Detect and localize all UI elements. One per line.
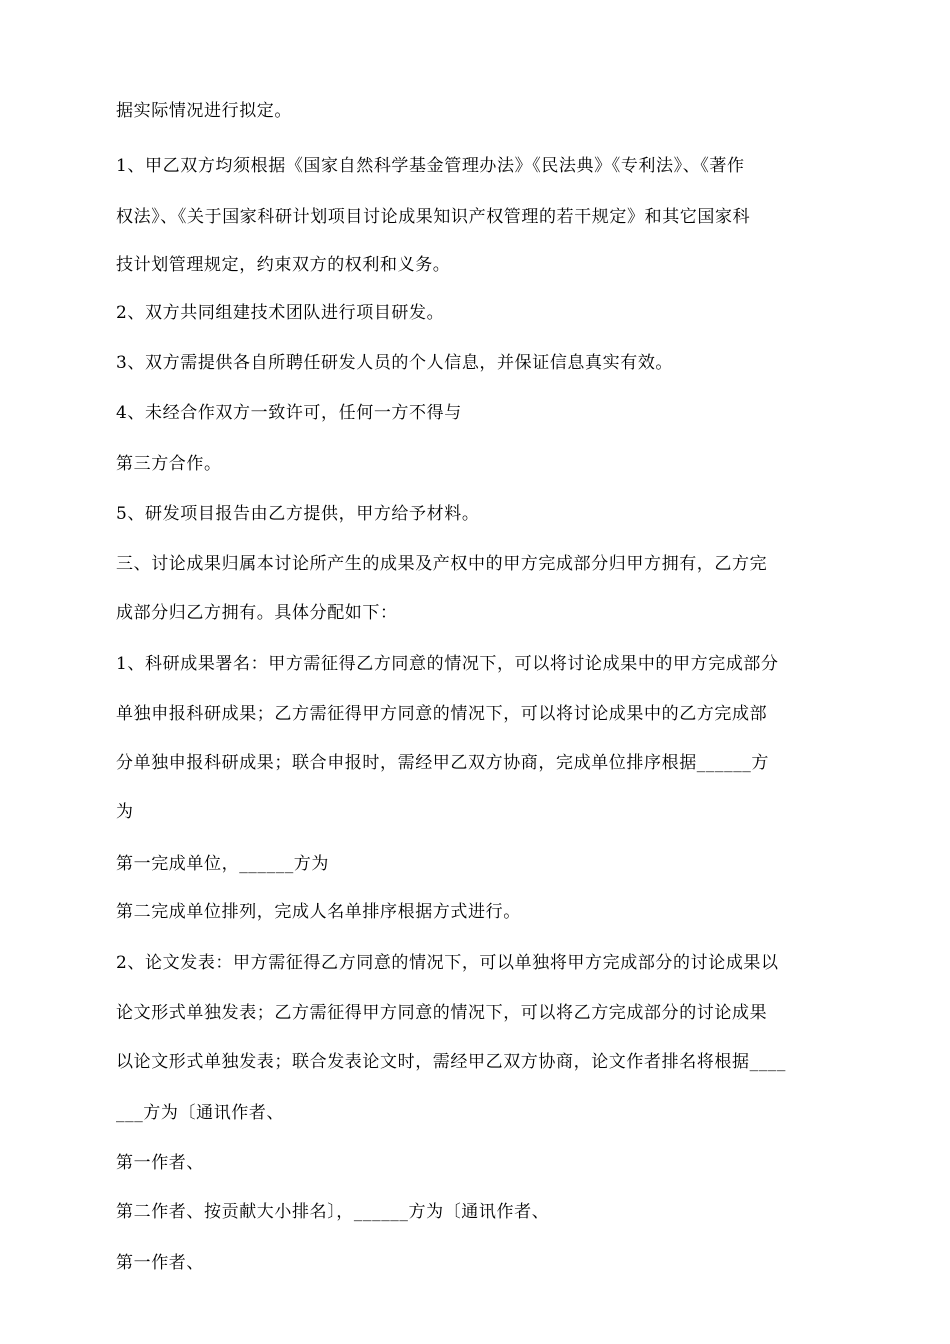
text-line: 为 [116, 802, 134, 822]
text-line: 2、论文发表：甲方需征得乙方同意的情况下，可以单独将甲方完成部分的讨论成果以 [116, 953, 779, 973]
text-line: 4、未经合作双方一致许可，任何一方不得与 [116, 403, 462, 423]
text-line: 5、研发项目报告由乙方提供，甲方给予材料。 [116, 504, 480, 524]
text-line: 第一作者、 [116, 1253, 204, 1273]
text-line: 分单独申报科研成果；联合申报时，需经甲乙双方协商，完成单位排序根据______方 [116, 753, 769, 773]
text-line: 第三方合作。 [116, 454, 222, 474]
text-line: 技计划管理规定，约束双方的权利和义务。 [116, 255, 451, 275]
text-line: 1、科研成果署名：甲方需征得乙方同意的情况下，可以将讨论成果中的甲方完成部分 [116, 654, 779, 674]
text-line: 第一作者、 [116, 1153, 204, 1173]
text-line: 三、讨论成果归属本讨论所产生的成果及产权中的甲方完成部分归甲方拥有，乙方完 [116, 554, 768, 574]
text-line: 1、甲乙双方均须根据《国家自然科学基金管理办法》《民法典》《专利法》、《著作 [116, 156, 745, 176]
text-line: 权法》、《关于国家科研计划项目讨论成果知识产权管理的若干规定》和其它国家科 [116, 207, 751, 227]
text-line: 第二完成单位排列，完成人名单排序根据方式进行。 [116, 902, 521, 922]
text-line: 3、双方需提供各自所聘任研发人员的个人信息，并保证信息真实有效。 [116, 353, 674, 373]
text-line: 第一完成单位，______方为 [116, 854, 329, 874]
text-line: 第二作者、按贡献大小排名〕，______方为〔通讯作者、 [116, 1202, 550, 1222]
text-line: 2、双方共同组建技术团队进行项目研发。 [116, 303, 445, 323]
text-line: 据实际情况进行拟定。 [116, 101, 292, 121]
text-line: 论文形式单独发表；乙方需征得甲方同意的情况下，可以将乙方完成部分的讨论成果 [116, 1003, 768, 1023]
text-line: ___方为〔通讯作者、 [116, 1103, 285, 1123]
text-line: 单独申报科研成果；乙方需征得甲方同意的情况下，可以将讨论成果中的乙方完成部 [116, 704, 768, 724]
text-line: 成部分归乙方拥有。具体分配如下： [116, 603, 398, 623]
text-line: 以论文形式单独发表；联合发表论文时，需经甲乙双方协商，论文作者排名将根据____ [116, 1052, 786, 1072]
